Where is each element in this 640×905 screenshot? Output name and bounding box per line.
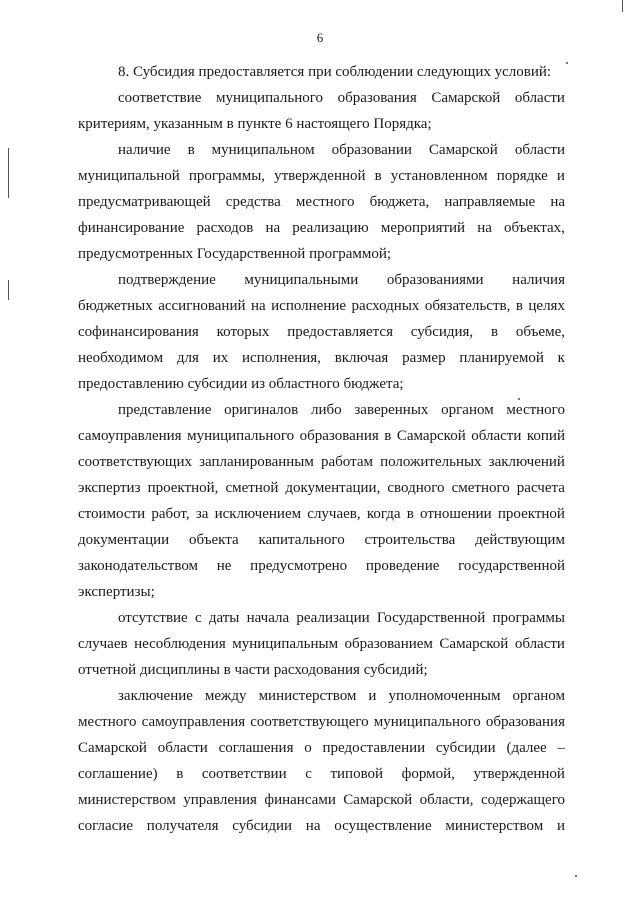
- word: объеме,: [515, 324, 565, 340]
- word: их: [212, 350, 229, 366]
- word: муниципальной: [78, 168, 180, 184]
- word: экспертиз: [78, 480, 141, 496]
- word: бюджета,: [369, 194, 430, 210]
- word: муниципального: [187, 428, 295, 444]
- word: органом: [441, 402, 494, 418]
- word: образования: [337, 90, 417, 106]
- word: области: [471, 428, 522, 444]
- text-line: [78, 163, 565, 189]
- word: на: [550, 194, 565, 210]
- word: в: [491, 324, 499, 340]
- scan-artifact: [566, 62, 568, 64]
- text-line: 8. Субсидия предоставляется при соблюдении следующих условий:: [118, 64, 552, 80]
- word: действующим: [475, 532, 565, 548]
- text-line: [78, 215, 565, 241]
- word: содержащего: [480, 792, 565, 808]
- word: включая: [334, 350, 389, 366]
- text-line: критериям, указанным в пункте 6 настоящего Порядка;: [78, 116, 432, 132]
- word: наличие: [118, 142, 171, 158]
- text-line: [78, 813, 565, 839]
- word: министерством: [78, 792, 176, 808]
- word: Самарской: [431, 90, 501, 106]
- word: на: [265, 220, 281, 236]
- word: образованием: [344, 636, 433, 652]
- word: –: [557, 740, 565, 756]
- text-line: [78, 605, 565, 631]
- paragraph: [78, 137, 565, 267]
- word: для: [176, 350, 199, 366]
- word: министерством: [258, 688, 357, 704]
- word: и: [368, 688, 377, 704]
- word: уполномоченным: [388, 688, 501, 704]
- text-line: отчетной дисциплины в части расходования субсидий;: [78, 662, 428, 678]
- word: в: [176, 766, 184, 782]
- word: программы,: [188, 168, 266, 184]
- text-line: [78, 761, 565, 787]
- paragraph: [78, 85, 565, 137]
- text-line: [78, 501, 565, 527]
- word: Самарской: [78, 740, 147, 756]
- word: субсидии: [435, 740, 496, 756]
- word: государственной: [458, 558, 565, 574]
- word: осуществление: [334, 818, 432, 834]
- word: обязательств,: [424, 298, 511, 314]
- word: программы: [492, 610, 565, 626]
- word: реализации: [296, 610, 370, 626]
- scan-artifact: [8, 280, 9, 300]
- word: в: [406, 506, 414, 522]
- word: даты: [208, 610, 240, 626]
- word: ассигнований: [158, 298, 246, 314]
- word: Государственной: [376, 610, 486, 626]
- word: муниципальном: [211, 142, 315, 158]
- word: средства: [225, 194, 281, 210]
- word: области: [157, 740, 208, 756]
- word: случаев: [78, 636, 128, 652]
- word: о: [304, 740, 312, 756]
- word: объектах,: [504, 220, 565, 236]
- word: муниципальным: [232, 636, 339, 652]
- word: образованиями: [386, 272, 484, 288]
- text-line: [78, 85, 565, 111]
- word: Самарской: [343, 792, 413, 808]
- word: министерством: [445, 818, 544, 834]
- word: с: [194, 610, 202, 626]
- word: органом: [512, 688, 565, 704]
- word: образования: [485, 714, 565, 730]
- word: на: [250, 298, 266, 314]
- word: Самарской: [439, 636, 509, 652]
- word: субсидии: [232, 818, 293, 834]
- word: самоуправления: [78, 428, 182, 444]
- word: проектной: [497, 506, 565, 522]
- text-line: предоставлению субсидии из областного бюджета;: [78, 376, 404, 392]
- word: объекта: [188, 532, 239, 548]
- word: в: [187, 142, 195, 158]
- word: проектной,: [147, 480, 219, 496]
- word: необходимом: [78, 350, 164, 366]
- word: софинансирования: [78, 324, 199, 340]
- word: типовой: [330, 766, 384, 782]
- text-line: [78, 189, 565, 215]
- paragraph: [78, 397, 565, 605]
- word: с: [305, 766, 312, 782]
- word: согласие: [78, 818, 134, 834]
- word: реализацию: [292, 220, 369, 236]
- word: утвержденной: [473, 766, 565, 782]
- word: области: [514, 636, 565, 652]
- word: муниципального: [373, 714, 481, 730]
- word: в: [374, 168, 382, 184]
- word: либо: [310, 402, 342, 418]
- text-line: [78, 345, 565, 371]
- word: отношении: [420, 506, 492, 522]
- word: работ,: [151, 506, 190, 522]
- word: копий: [526, 428, 565, 444]
- word: (далее: [506, 740, 547, 756]
- word: и: [556, 168, 565, 184]
- word: местного: [78, 714, 137, 730]
- word: бюджетных: [78, 298, 153, 314]
- text-line: [78, 319, 565, 345]
- word: к: [557, 350, 565, 366]
- word: предоставляется: [287, 324, 393, 340]
- word: заключение: [118, 688, 193, 704]
- text-line: [78, 683, 565, 709]
- word: местного: [506, 402, 565, 418]
- scan-artifact: [622, 0, 623, 12]
- word: соглашения: [218, 740, 294, 756]
- word: управления: [183, 792, 257, 808]
- text-line: [78, 267, 565, 293]
- paragraph: [78, 267, 565, 397]
- word: направляемые: [444, 194, 536, 210]
- text-line: экспертизы;: [78, 584, 155, 600]
- word: предусмотрено: [250, 558, 348, 574]
- word: Самарской: [428, 142, 498, 158]
- word: соответствующего: [250, 714, 369, 730]
- word: положительных: [380, 454, 482, 470]
- word: запланированным: [199, 454, 314, 470]
- word: соглашение): [78, 766, 158, 782]
- text-line: [78, 449, 565, 475]
- word: муниципальными: [244, 272, 359, 288]
- word: в: [515, 298, 523, 314]
- paragraph: [78, 605, 565, 683]
- word: области,: [419, 792, 474, 808]
- word: представление: [118, 402, 212, 418]
- document-body: [78, 59, 565, 839]
- paragraph: [78, 683, 565, 839]
- word: формой,: [401, 766, 455, 782]
- word: сметного: [451, 480, 510, 496]
- scan-artifact: [8, 148, 9, 198]
- word: порядке: [496, 168, 548, 184]
- text-line: [78, 631, 565, 657]
- word: случаев,: [307, 506, 361, 522]
- text-line: [78, 735, 565, 761]
- paragraph: [78, 59, 565, 85]
- word: сводного: [387, 480, 445, 496]
- word: финансами: [264, 792, 336, 808]
- word: оригиналов: [224, 402, 299, 418]
- word: отсутствие: [118, 610, 188, 626]
- word: расчета: [516, 480, 565, 496]
- text-line: [78, 423, 565, 449]
- word: исполнение: [271, 298, 347, 314]
- word: соответствие: [118, 90, 202, 106]
- word: не: [216, 558, 232, 574]
- text-line: [78, 397, 565, 423]
- word: проведение: [365, 558, 440, 574]
- word: заключений: [488, 454, 565, 470]
- text-line: [78, 553, 565, 579]
- text-line: предусмотренных Государственной программой;: [78, 246, 392, 262]
- word: области: [514, 90, 565, 106]
- text-line: [78, 475, 565, 501]
- word: работам: [320, 454, 373, 470]
- word: заверенных: [354, 402, 429, 418]
- word: субсидия,: [410, 324, 474, 340]
- word: мероприятий: [380, 220, 466, 236]
- scan-artifact: [575, 875, 577, 877]
- word: строительства: [364, 532, 456, 548]
- word: и: [556, 818, 565, 834]
- word: капитального: [258, 532, 345, 548]
- word: муниципального: [215, 90, 324, 106]
- word: подтверждение: [118, 272, 216, 288]
- text-line: [78, 709, 565, 735]
- text-line: [78, 293, 565, 319]
- page-number: 6: [316, 30, 324, 45]
- word: соответствующих: [78, 454, 192, 470]
- word: в: [384, 428, 392, 444]
- word: стоимости: [78, 506, 146, 522]
- word: образовании: [331, 142, 412, 158]
- word: на: [305, 818, 321, 834]
- word: на: [477, 220, 492, 236]
- text-line: [78, 787, 565, 813]
- text-line: [78, 137, 565, 163]
- word: между: [204, 688, 247, 704]
- word: соответствии: [201, 766, 287, 782]
- word: предусматривающей: [78, 194, 211, 210]
- word: сметной: [225, 480, 279, 496]
- word: расходов: [196, 220, 254, 236]
- word: которых: [216, 324, 270, 340]
- word: документации,: [285, 480, 381, 496]
- word: расходных: [351, 298, 420, 314]
- word: области: [514, 142, 565, 158]
- word: получателя: [146, 818, 219, 834]
- word: местного: [295, 194, 355, 210]
- word: за: [195, 506, 209, 522]
- word: документации: [78, 532, 170, 548]
- text-line: [78, 527, 565, 553]
- word: законодательством: [78, 558, 199, 574]
- word: наличия: [512, 272, 565, 288]
- word: установленном: [390, 168, 488, 184]
- word: исполнения,: [242, 350, 321, 366]
- word: утвержденной: [274, 168, 366, 184]
- word: начала: [246, 610, 290, 626]
- word: самоуправления: [141, 714, 246, 730]
- word: несоблюдения: [134, 636, 226, 652]
- word: когда: [366, 506, 401, 522]
- word: целях: [528, 298, 565, 314]
- word: Самарской: [396, 428, 466, 444]
- word: планируемой: [459, 350, 544, 366]
- word: финансирование: [78, 220, 185, 236]
- word: размер: [402, 350, 446, 366]
- word: предоставлении: [322, 740, 426, 756]
- word: образования: [299, 428, 379, 444]
- word: исключением: [214, 506, 302, 522]
